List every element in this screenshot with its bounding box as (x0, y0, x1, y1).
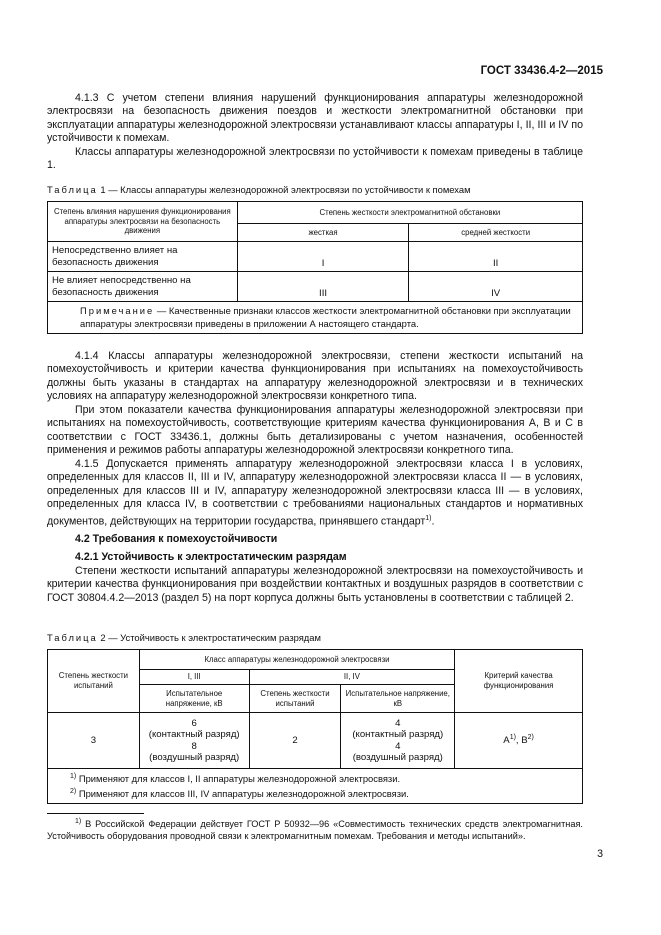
table2-sub3: Испытательное напряжение, кВ (341, 685, 455, 713)
table1-head-a: жесткая (237, 224, 409, 242)
table2-voltage-2 (341, 713, 455, 769)
table2-voltage-1 (139, 713, 249, 769)
table-row (48, 713, 583, 769)
table-1 (47, 201, 583, 334)
footnote-divider (47, 813, 144, 814)
criterion-a-ref: 1) (509, 734, 516, 742)
table2-v2-air-value: 4 (395, 740, 401, 752)
table2-level-2: 2 (249, 713, 341, 769)
table2-footnotes (48, 769, 583, 804)
table2-head-mid: Класс аппаратуры железнодорожной электросвязи (139, 650, 454, 670)
paragraph-4-1-3: 4.1.3 С учетом степени влияния нарушений функционирования аппаратуры железнодорожной электросвязи на безопасность движения поездов и жесткости электромагнитной обстановки при эксплуатации аппаратуры железнодорожной электросвязи устанавливают классы аппаратуры I, II, III и IV по устойчивости к помехам. (47, 92, 583, 145)
table1-note-text: — Качественные признаки классов жесткости электромагнитной обстановки при эксплуатации аппаратуры электросвязи приведены в приложении А настоящего стандарта. (80, 305, 571, 329)
table2-group-b: II, IV (249, 670, 455, 685)
page-footnote (47, 816, 583, 843)
table2-v1-contact-label: (контактный разряд) (148, 729, 240, 740)
paragraph-4-1-4: 4.1.4 Классы аппаратуры железнодорожной электросвязи, степени жесткости испытаний на помехоустойчивость и критерии качества функционирования при испытаниях на помехоустойчивость должны быть указаны в стандартах на аппаратуру железнодорожной электросвязи и в технических условиях на аппаратуру железнодорожной электросвязи конкретного типа. (47, 350, 583, 403)
table2-caption-word: Таблица (47, 632, 98, 643)
section-4-2-heading: 4.2 Требования к помехоустойчивости (75, 533, 278, 545)
paragraph-4-1-5-end: . (431, 515, 435, 528)
paragraph-4-1-3-b: Классы аппаратуры железнодорожной электросвязи по устойчивости к помехам приведены в таблице 1. (47, 146, 583, 172)
table1-caption (47, 184, 471, 195)
table1-cell: II (409, 242, 583, 272)
table2-v2-contact-value: 4 (395, 717, 401, 729)
criterion-b-ref: 2) (527, 734, 534, 742)
table1-note-word: Примечание (80, 305, 155, 316)
page-footnote-ref: 1) (75, 818, 82, 825)
table2-v1-air-label: (воздушный разряд) (149, 752, 240, 763)
table1-head-left: Степень влияния нарушения функционирования аппаратуры электросвязи на безопасность движения (48, 202, 238, 242)
table-row (48, 272, 583, 302)
table2-v1-air-value: 8 (191, 740, 197, 752)
table1-cell: IV (409, 272, 583, 302)
document-header: ГОСТ 33436.4-2—2015 (480, 65, 603, 77)
paragraph-4-1-5-text: 4.1.5 Допускается применять аппаратуру железнодорожной электросвязи класса I в условиях, определенных для классов II, III и IV, аппаратуру железнодорожной электросвязи класса II — в условиях, определенных для классов III и IV, аппаратуру железнодорожной электросвязи класса III — в условиях, определенных для класса IV, в соответствии с требованиями национальных стандартов и нормативных документов, действующих на территории государства, принявшего стандарт (47, 458, 583, 528)
paragraph-4-2-1: Степени жесткости испытаний аппаратуры железнодорожной электросвязи на помехоустойчивость и критерии качества функционирования при воздействии контактных и воздушных разрядов в соответствии с ГОСТ 30804.4.2—2013 (раздел 5) на порт корпуса должны быть установлены в соответствии с таблицей 2. (47, 565, 583, 604)
table1-head-top: Степень жесткости электромагнитной обстановки (237, 202, 582, 224)
table-row (48, 242, 583, 272)
table2-sub2: Степень жесткости испытаний (249, 685, 341, 713)
table2-group-a: I, III (139, 670, 249, 685)
criterion-a: A (503, 735, 510, 747)
table1-caption-word: Таблица (47, 184, 98, 195)
table2-caption (47, 632, 321, 643)
table1-note (48, 302, 583, 334)
table2-v2-air-label: (воздушный разряд) (352, 752, 443, 763)
table2-fn1-text: Применяют для классов I, II аппаратуры железнодорожной электросвязи. (78, 773, 401, 785)
paragraph-4-1-4-b: При этом показатели качества функционирования аппаратуры железнодорожной электросвязи при испытаниях на помехоустойчивость, соответствующие критериям качества функционирования А, В и С в соответствии с ГОСТ 33436.1, должны быть детализированы с учетом назначения, особенностей применения и режимов работы аппаратуры железнодорожной электросвязи конкретного типа. (47, 404, 583, 457)
table2-footnote-2 (70, 786, 578, 801)
table1-head-b: средней жесткости (409, 224, 583, 242)
table2-head-left: Степень жесткости испытаний (48, 650, 140, 713)
table1-row-label: Непосредственно влияет на безопасность движения (48, 242, 238, 272)
table2-footnote-1 (70, 771, 578, 786)
page-number: 3 (597, 848, 603, 860)
table2-level: 3 (48, 713, 140, 769)
table2-caption-text: 2 — Устойчивость к электростатическим разрядам (100, 632, 321, 643)
table2-criterion (455, 713, 583, 769)
table2-fn2-text: Применяют для классов III, IV аппаратуры железнодорожной электросвязи. (78, 787, 409, 799)
table1-cell: III (237, 272, 409, 302)
table2-fn1-ref: 1) (70, 773, 77, 780)
table2-fn2-ref: 2) (70, 787, 77, 795)
criterion-b: , B (515, 735, 528, 747)
paragraph-4-1-5-footnote-ref: 1) (425, 514, 432, 522)
table1-caption-text: 1 — Классы аппаратуры железнодорожной электросвязи по устойчивости к помехам (100, 184, 471, 195)
table1-row-label: Не влияет непосредственно на безопасность движения (48, 272, 238, 302)
table2-sub1: Испытательное напряжение, кВ (139, 685, 249, 713)
table2-head-right: Критерий качества функционирования (455, 650, 583, 713)
page-footnote-text: В Российской Федерации действует ГОСТ Р 50932—96 «Совместимость технических средств электромагнитная. Устойчивость оборудования проводной связи к электромагнитным помехам. Требования и методы испытаний». (47, 819, 583, 842)
table1-cell: I (237, 242, 409, 272)
table2-v1-contact-value: 6 (191, 717, 197, 729)
table2-v2-contact-label: (контактный разряд) (352, 729, 444, 740)
paragraph-4-1-5 (47, 458, 583, 529)
table-2 (47, 649, 583, 804)
section-4-2-1-heading: 4.2.1 Устойчивость к электростатическим разрядам (75, 551, 347, 563)
